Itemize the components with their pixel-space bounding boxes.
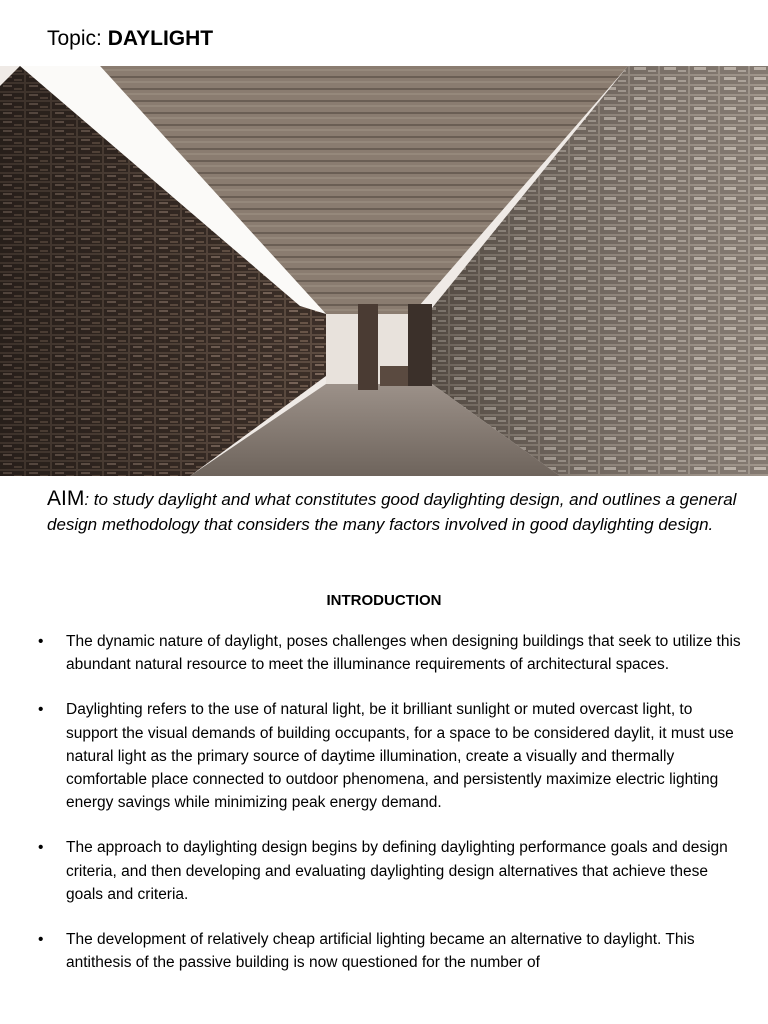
aim-label: AIM <box>47 487 85 510</box>
list-item <box>0 698 768 814</box>
bullet-text: Daylighting refers to the use of natural light, be it brilliant sunlight or muted overcast light, to support the visual demands of building occupants, for a space to be considered daylit, it must use natural light as the primary source of daytime illumination, create a visually and thermally comfortable place connected to outdoor phenomena, and persistently maximize electric lighting energy savings while minimizing peak energy demand. <box>66 701 734 812</box>
topic-label: Topic: <box>47 27 108 50</box>
bullet-icon: • <box>38 839 44 857</box>
bullet-list <box>0 630 768 996</box>
bullet-icon: • <box>38 633 44 650</box>
bullet-icon: • <box>38 931 44 949</box>
list-item <box>0 836 768 906</box>
bullet-text: The dynamic nature of daylight, poses challenges when designing buildings that seek to utilize this abundant natural resource to meet the illuminance requirements of architectural spaces. <box>66 633 741 674</box>
page-title <box>47 25 213 53</box>
aim-statement <box>47 486 757 537</box>
bullet-icon: • <box>38 701 44 719</box>
bullet-text: The approach to daylighting design begins by defining daylighting performance goals and design criteria, and then developing and evaluating daylighting design alternatives that achieve these goals and criteria. <box>66 839 728 903</box>
bullet-text: The development of relatively cheap artificial lighting became an alternative to daylight. This antithesis of the passive building is now questioned for the number of <box>66 931 695 972</box>
list-item <box>0 630 768 676</box>
list-item <box>0 928 768 974</box>
section-heading: INTRODUCTION <box>326 592 442 609</box>
corridor-photo <box>0 66 768 476</box>
aim-text: : to study daylight and what constitutes good daylighting design, and outlines a general design methodology that considers the many factors involved in good daylighting design. <box>47 490 737 534</box>
topic-value: DAYLIGHT <box>107 27 214 50</box>
